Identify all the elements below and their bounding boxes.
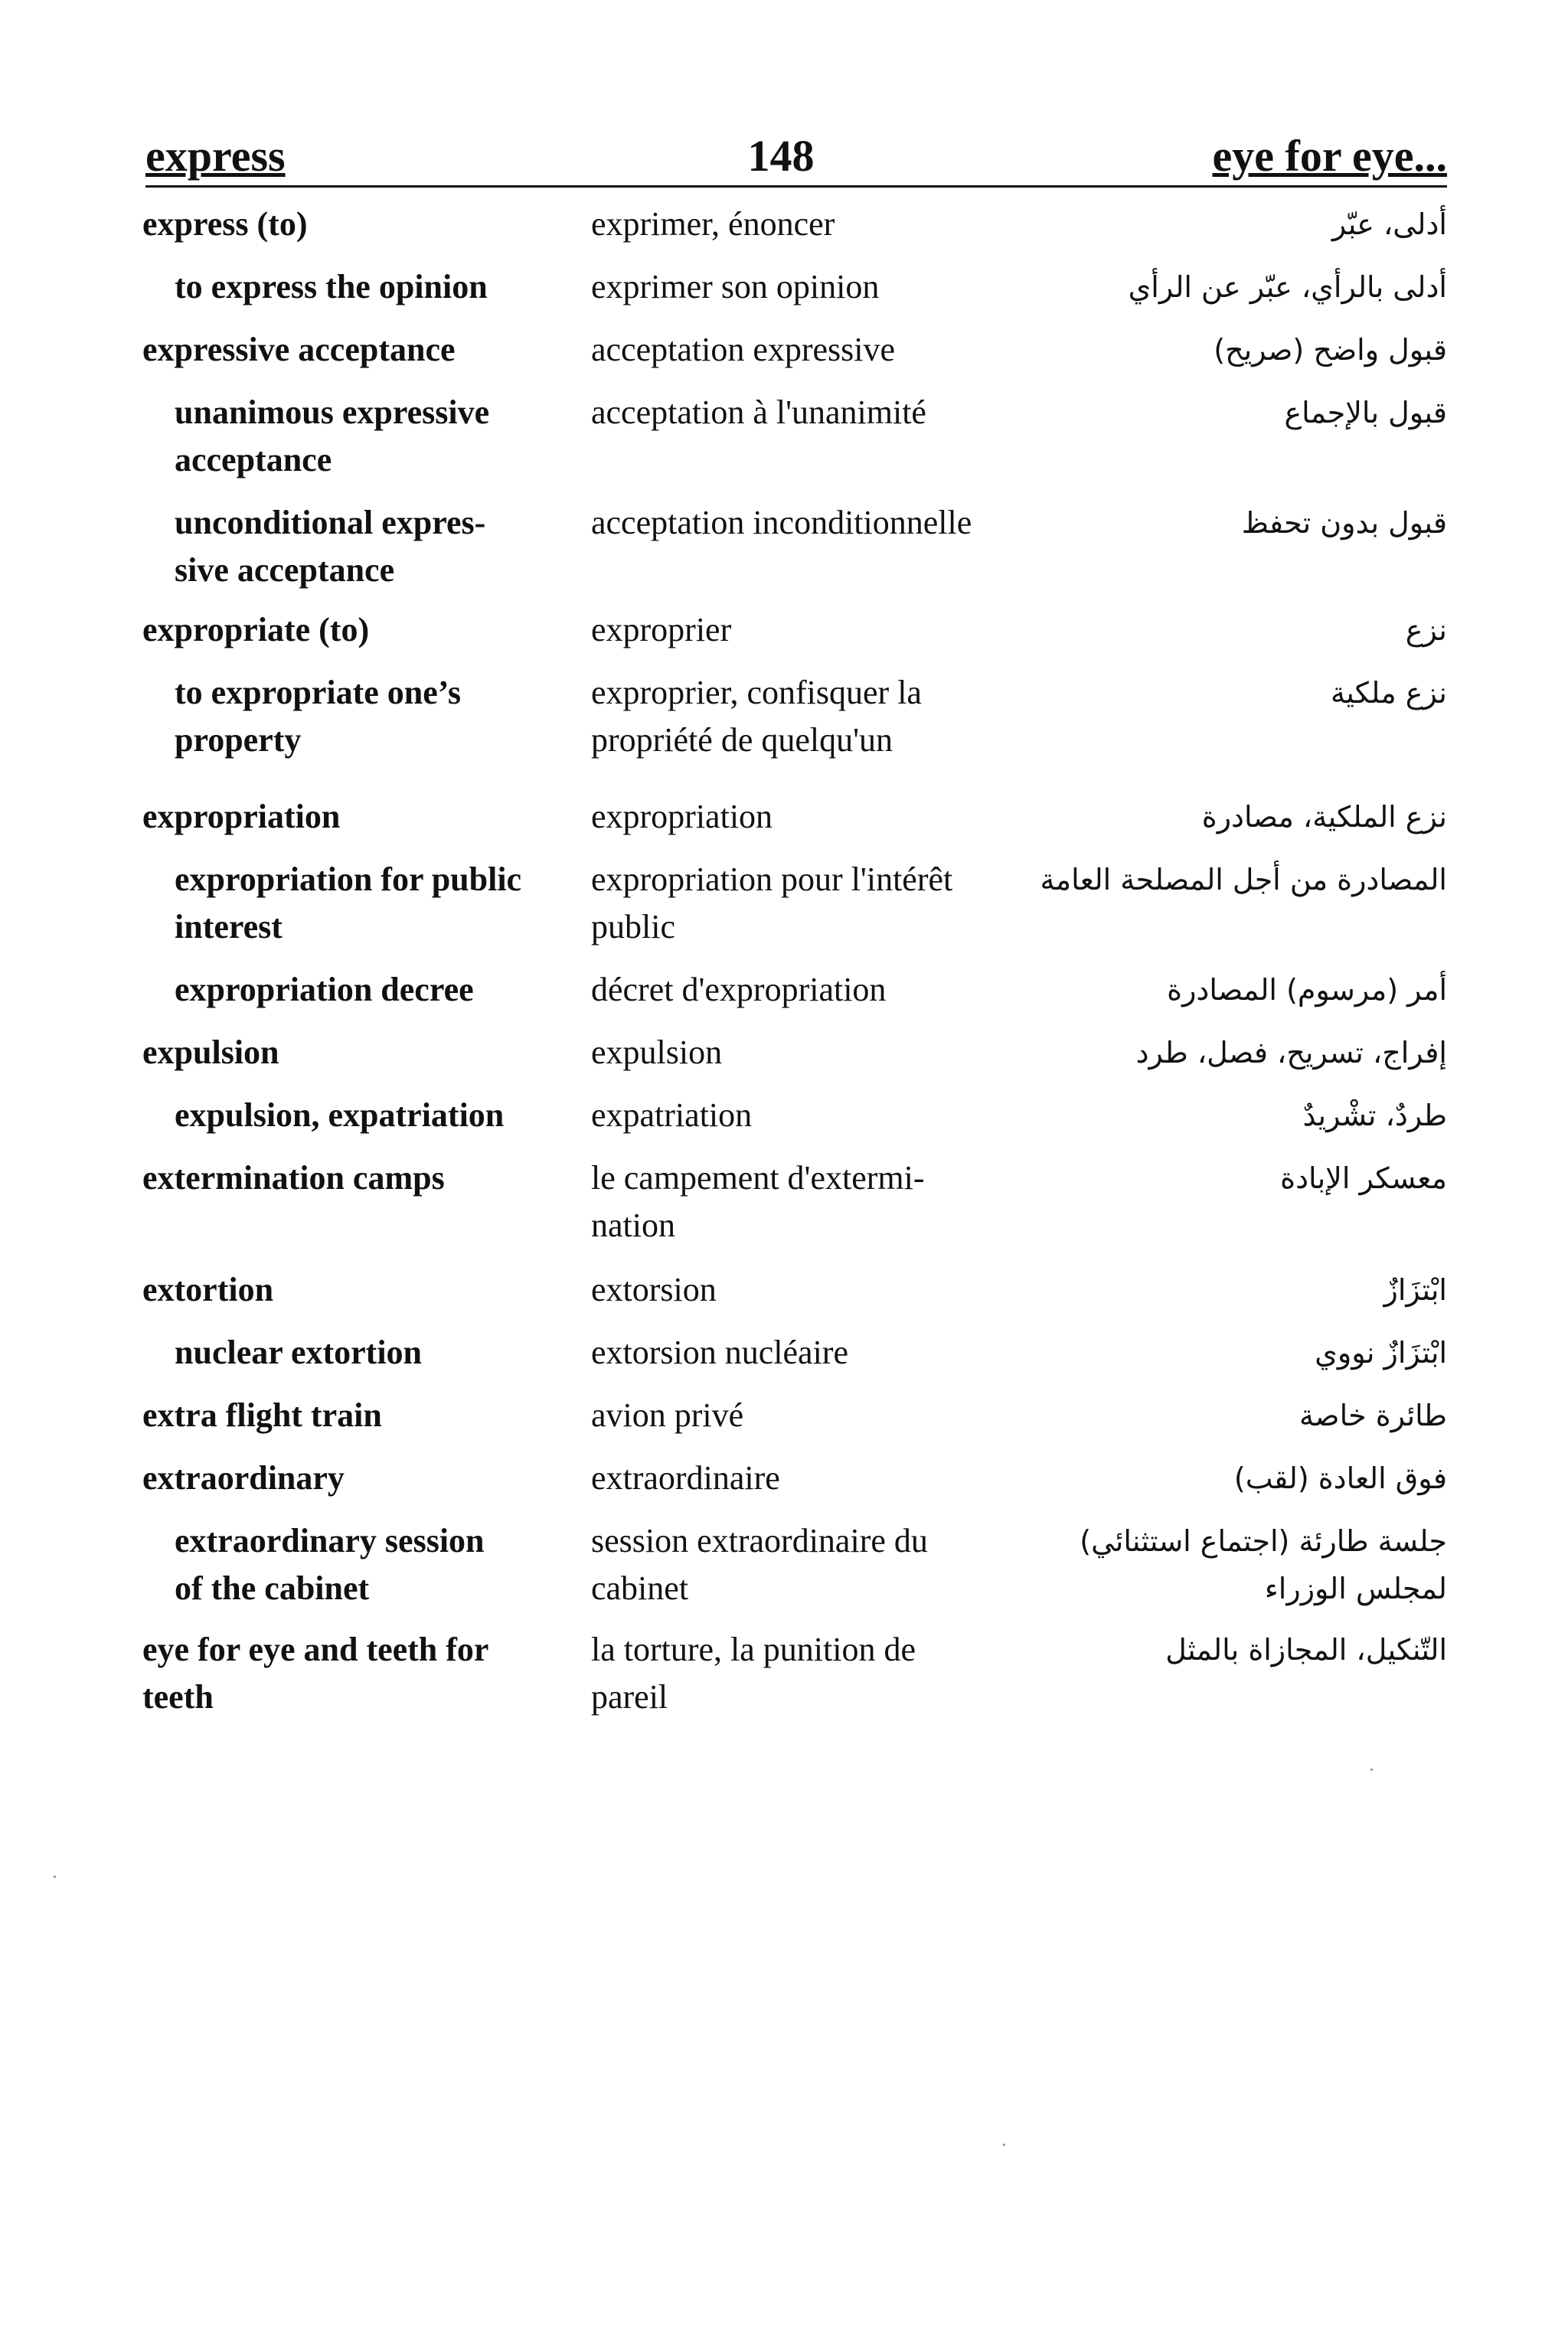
english-term	[175, 499, 485, 594]
page-number: 148	[747, 131, 815, 181]
english-term-line: teeth	[142, 1678, 214, 1716]
arabic-translation	[1080, 1517, 1447, 1612]
arabic-translation	[1234, 1455, 1447, 1502]
arabic-translation-line: طائرة خاصة	[1298, 1399, 1447, 1432]
french-translation-line: expulsion	[591, 1034, 723, 1071]
arabic-translation	[1280, 1154, 1447, 1202]
french-translation-line: expatriation	[591, 1096, 753, 1134]
french-translation	[591, 1092, 752, 1139]
arabic-translation-line: أدلى بالرأي، عبّر عن الرأي	[1128, 270, 1447, 304]
french-translation-line: propriété de quelqu'un	[591, 721, 893, 759]
french-translation	[591, 263, 879, 311]
french-translation	[591, 606, 731, 654]
french-translation	[591, 856, 952, 951]
english-term-line: expropriation for public	[175, 861, 522, 898]
english-term-line: unanimous expressive	[175, 394, 490, 431]
arabic-translation-line: ابْتزَازٌ نووي	[1315, 1336, 1447, 1370]
french-translation	[591, 793, 773, 841]
arabic-translation-line: المصادرة من أجل المصلحة العامة	[1040, 863, 1447, 896]
french-translation-line: cabinet	[591, 1569, 689, 1607]
english-term	[175, 856, 521, 951]
english-term-line: extermination camps	[142, 1159, 445, 1197]
english-term	[142, 1626, 488, 1721]
french-translation	[591, 966, 886, 1014]
french-translation	[591, 1626, 916, 1721]
english-term	[175, 1092, 504, 1139]
arabic-translation-line: أمر (مرسوم) المصادرة	[1167, 973, 1447, 1007]
english-term-line: acceptance	[175, 441, 332, 478]
english-term-line: expropriation decree	[175, 971, 474, 1008]
english-term-line: sive acceptance	[175, 551, 395, 589]
french-translation	[591, 201, 835, 248]
english-term-line: express (to)	[142, 205, 308, 243]
arabic-translation	[1167, 966, 1447, 1014]
french-translation-line: nation	[591, 1207, 675, 1244]
english-term	[142, 1029, 279, 1076]
arabic-translation-line: قبول بالإجماع	[1284, 396, 1447, 429]
french-translation-line: extraordinaire	[591, 1459, 780, 1497]
french-translation-line: extorsion	[591, 1271, 717, 1308]
french-translation	[591, 1266, 717, 1314]
french-translation-line: avion privé	[591, 1396, 744, 1434]
english-term-line: expulsion	[142, 1034, 279, 1071]
arabic-translation-line: فوق العادة (لقب)	[1233, 1461, 1447, 1495]
english-term-line: property	[175, 721, 302, 759]
english-term	[175, 1517, 485, 1612]
scan-speck	[54, 1876, 56, 1878]
french-translation-line: décret d'expropriation	[591, 971, 887, 1008]
french-translation-line: expropriation pour l'intérêt	[591, 861, 953, 898]
english-term-line: to express the opinion	[175, 268, 488, 305]
arabic-translation	[1332, 201, 1447, 248]
english-term-line: to expropriate one’s	[175, 674, 461, 711]
arabic-translation	[1331, 669, 1447, 717]
french-translation	[591, 326, 895, 374]
english-term-line: of the cabinet	[175, 1569, 370, 1607]
english-term	[142, 326, 456, 374]
french-translation	[591, 669, 922, 764]
french-translation-line: acceptation à l'unanimité	[591, 394, 926, 431]
english-term	[175, 669, 461, 764]
arabic-translation	[1384, 1266, 1447, 1314]
french-translation-line: extorsion nucléaire	[591, 1334, 848, 1371]
arabic-translation	[1299, 1392, 1447, 1439]
french-translation-line: exproprier, confisquer la	[591, 674, 922, 711]
french-translation	[591, 499, 972, 547]
arabic-translation-line: نزع الملكية، مصادرة	[1201, 800, 1447, 834]
arabic-translation	[1285, 389, 1448, 436]
arabic-translation	[1406, 606, 1447, 654]
arabic-translation	[1242, 499, 1447, 547]
arabic-translation	[1202, 793, 1447, 841]
header-rule	[145, 185, 1447, 188]
english-term	[142, 606, 369, 654]
french-translation-line: pareil	[591, 1678, 668, 1716]
french-translation	[591, 1029, 722, 1076]
header-first-word: express	[145, 131, 286, 181]
english-term-line: expropriate (to)	[142, 611, 370, 648]
english-term	[175, 389, 489, 484]
english-term-line: extra flight train	[142, 1396, 382, 1434]
arabic-translation-line: معسكر الإبادة	[1280, 1161, 1447, 1195]
arabic-translation-line: طردٌ، تشْريدٌ	[1302, 1099, 1447, 1132]
french-translation-line: acceptation inconditionnelle	[591, 504, 972, 541]
arabic-translation-line: قبول واضح (صريح)	[1214, 333, 1447, 367]
french-translation-line: le campement d'extermi-	[591, 1159, 925, 1197]
arabic-translation	[1214, 326, 1447, 374]
english-term-line: unconditional expres-	[175, 504, 486, 541]
arabic-translation	[1136, 1029, 1447, 1076]
scan-speck	[1003, 2144, 1005, 2146]
english-term-line: extortion	[142, 1271, 274, 1308]
arabic-translation	[1315, 1329, 1447, 1377]
english-term	[175, 1329, 422, 1377]
english-term	[175, 263, 488, 311]
french-translation	[591, 1455, 780, 1502]
french-translation-line: session extraordinaire du	[591, 1522, 928, 1559]
french-translation-line: exproprier	[591, 611, 732, 648]
arabic-translation-line: التّنكيل، المجازاة بالمثل	[1165, 1633, 1447, 1667]
english-term	[142, 201, 307, 248]
english-term-line: extraordinary session	[175, 1522, 485, 1559]
arabic-translation	[1040, 856, 1447, 903]
english-term	[142, 1392, 382, 1439]
english-term	[142, 1455, 345, 1502]
french-translation-line: acceptation expressive	[591, 331, 896, 368]
arabic-translation-line: أدلى، عبّر	[1331, 207, 1447, 241]
english-term	[142, 1266, 273, 1314]
french-translation	[591, 1392, 743, 1439]
english-term	[142, 793, 340, 841]
arabic-translation-line: قبول بدون تحفظ	[1241, 506, 1447, 540]
english-term-line: interest	[175, 908, 283, 945]
arabic-translation-line: لمجلس الوزراء	[1264, 1572, 1447, 1605]
arabic-translation-line: إفراج، تسريح، فصل، طرد	[1135, 1036, 1447, 1070]
english-term-line: nuclear extortion	[175, 1334, 423, 1371]
arabic-translation	[1165, 1626, 1447, 1674]
arabic-translation-line: ابْتزَازٌ	[1383, 1273, 1447, 1307]
english-term	[175, 966, 474, 1014]
french-translation	[591, 1517, 928, 1612]
running-head	[145, 130, 1447, 191]
english-term-line: expressive acceptance	[142, 331, 456, 368]
english-term-line: expulsion, expatriation	[175, 1096, 505, 1134]
french-translation-line: exprimer son opinion	[591, 268, 880, 305]
arabic-translation-line: نزع ملكية	[1330, 676, 1447, 710]
scan-speck	[1370, 1768, 1373, 1771]
french-translation-line: public	[591, 908, 675, 945]
french-translation-line: la torture, la punition de	[591, 1631, 916, 1668]
french-translation	[591, 1154, 925, 1249]
arabic-translation	[1129, 263, 1447, 311]
header-last-word: eye for eye...	[1212, 131, 1447, 181]
french-translation	[591, 1329, 848, 1377]
english-term-line: extraordinary	[142, 1459, 345, 1497]
english-term-line: expropriation	[142, 798, 341, 835]
french-translation-line: exprimer, énoncer	[591, 205, 835, 243]
arabic-translation	[1303, 1092, 1447, 1139]
french-translation-line: expropriation	[591, 798, 773, 835]
english-term	[142, 1154, 445, 1202]
arabic-translation-line: نزع	[1405, 613, 1447, 647]
english-term-line: eye for eye and teeth for	[142, 1631, 489, 1668]
french-translation	[591, 389, 926, 436]
arabic-translation-line: جلسة طارئة (اجتماع استثنائي)	[1080, 1524, 1447, 1558]
